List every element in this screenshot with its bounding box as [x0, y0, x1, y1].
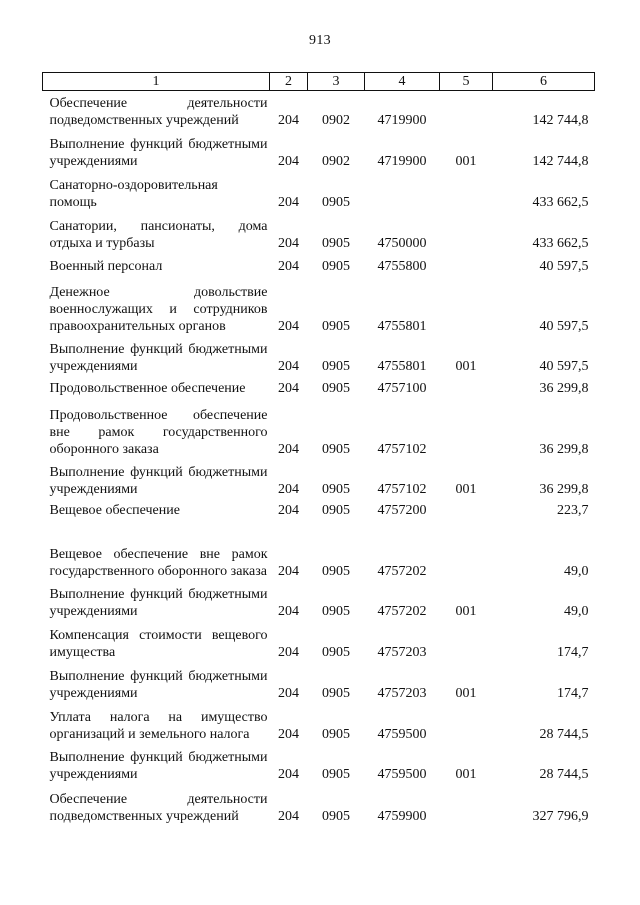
table-row — [43, 519, 595, 580]
table-header — [43, 73, 595, 91]
row-amount: 28 744,5 — [539, 726, 589, 742]
row-code-section: 0905 — [322, 258, 350, 274]
row-description: Военный персонал — [49, 258, 163, 274]
row-amount: 28 744,5 — [539, 766, 589, 782]
row-code-type — [440, 211, 493, 252]
row-code-type: 001 — [455, 766, 477, 782]
table-body — [43, 91, 595, 825]
row-description: Выполнение функций бюджетными учреждениями — [49, 668, 268, 701]
row-code-target: 4759900 — [377, 808, 427, 824]
table-row — [43, 783, 595, 825]
row-code-ministry: 204 — [278, 766, 299, 782]
header-col-3: 3 — [308, 73, 365, 91]
table-row — [43, 397, 595, 458]
row-code-target: 4757203 — [377, 644, 427, 660]
row-code-type — [440, 375, 493, 397]
row-amount: 36 299,8 — [539, 380, 589, 396]
row-description: Выполнение функций бюджетными учреждениями — [49, 136, 268, 169]
header-col-1: 1 — [43, 73, 270, 91]
row-code-ministry: 204 — [278, 358, 299, 374]
row-description: Продовольственное обеспечение — [49, 380, 246, 396]
row-code-ministry: 204 — [278, 685, 299, 701]
header-row — [43, 73, 595, 91]
row-code-type: 001 — [455, 685, 477, 701]
row-amount: 49,0 — [564, 603, 589, 619]
row-amount: 433 662,5 — [532, 235, 589, 251]
row-description: Обеспечение деятельности подведомственных учреждений — [49, 791, 268, 824]
table-row — [43, 129, 595, 170]
table-row — [43, 252, 595, 275]
row-description: Выполнение функций бюджетными учреждениями — [49, 586, 268, 619]
page-number: 913 — [309, 33, 331, 48]
row-amount: 327 796,9 — [532, 808, 589, 824]
row-description: Санаторно-оздоровительная помощь — [49, 177, 218, 210]
table-row — [43, 458, 595, 498]
row-amount: 40 597,5 — [539, 318, 589, 334]
row-code-section: 0905 — [322, 194, 350, 210]
table-row — [43, 335, 595, 375]
header-col-2: 2 — [270, 73, 308, 91]
table-row — [43, 375, 595, 397]
row-code-type — [440, 519, 493, 580]
row-code-section: 0905 — [322, 481, 350, 497]
row-code-target: 4757202 — [377, 603, 427, 619]
row-code-type — [440, 170, 493, 211]
row-code-type: 001 — [455, 481, 477, 497]
row-code-type — [440, 275, 493, 335]
row-code-ministry: 204 — [278, 441, 299, 457]
row-code-type: 001 — [455, 358, 477, 374]
row-amount: 174,7 — [557, 685, 589, 701]
row-amount: 40 597,5 — [539, 258, 589, 274]
row-amount: 36 299,8 — [539, 481, 589, 497]
row-code-ministry: 204 — [278, 563, 299, 579]
table-row — [43, 743, 595, 783]
row-code-ministry: 204 — [278, 235, 299, 251]
row-code-type — [440, 91, 493, 129]
row-code-ministry: 204 — [278, 644, 299, 660]
row-code-ministry: 204 — [278, 502, 299, 518]
row-code-type — [440, 620, 493, 661]
row-code-ministry: 204 — [278, 112, 299, 128]
row-code-section: 0905 — [322, 685, 350, 701]
row-code-target: 4755800 — [377, 258, 427, 274]
row-amount: 142 744,8 — [532, 112, 589, 128]
row-description: Выполнение функций бюджетными учреждениями — [49, 464, 268, 497]
row-code-target: 4757200 — [377, 502, 427, 518]
row-code-type — [440, 498, 493, 519]
row-code-section: 0902 — [322, 153, 350, 169]
row-code-ministry: 204 — [278, 318, 299, 334]
row-description: Уплата налога на имущество организаций и земельного налога — [49, 709, 268, 742]
row-amount: 36 299,8 — [539, 441, 589, 457]
row-code-section: 0905 — [322, 380, 350, 396]
row-amount: 142 744,8 — [532, 153, 589, 169]
row-description: Выполнение функций бюджетными учреждениями — [49, 341, 268, 374]
header-col-4: 4 — [365, 73, 440, 91]
row-description: Продовольственное обеспечение вне рамок государственного оборонного заказа — [49, 407, 268, 457]
row-description: Выполнение функций бюджетными учреждениями — [49, 749, 268, 782]
row-code-section: 0905 — [322, 235, 350, 251]
row-code-target: 4759500 — [377, 726, 427, 742]
row-description: Вещевое обеспечение вне рамок государственного оборонного заказа — [49, 546, 268, 579]
row-code-type — [440, 252, 493, 275]
row-code-section: 0905 — [322, 603, 350, 619]
row-code-target: 4757203 — [377, 685, 427, 701]
row-code-target: 4755801 — [377, 318, 427, 334]
row-code-section: 0905 — [322, 502, 350, 518]
row-code-ministry: 204 — [278, 481, 299, 497]
row-description: Санатории, пансионаты, дома отдыха и турбазы — [49, 218, 268, 251]
row-code-ministry: 204 — [278, 194, 299, 210]
row-description: Компенсация стоимости вещевого имущества — [49, 627, 268, 660]
row-code-section: 0905 — [322, 766, 350, 782]
row-code-type: 001 — [455, 153, 477, 169]
row-code-type: 001 — [455, 603, 477, 619]
row-description: Обеспечение деятельности подведомственных учреждений — [49, 95, 268, 128]
row-code-section: 0905 — [322, 563, 350, 579]
row-code-ministry: 204 — [278, 808, 299, 824]
row-code-ministry: 204 — [278, 153, 299, 169]
row-code-target: 4757102 — [377, 441, 427, 457]
row-code-ministry: 204 — [278, 726, 299, 742]
row-code-section: 0905 — [322, 318, 350, 334]
row-code-target: 4757102 — [377, 481, 427, 497]
row-code-type — [440, 397, 493, 458]
header-col-6: 6 — [493, 73, 595, 91]
row-amount: 49,0 — [564, 563, 589, 579]
table-row — [43, 620, 595, 661]
row-code-ministry: 204 — [278, 258, 299, 274]
row-code-section: 0905 — [322, 358, 350, 374]
row-code-target: 4759500 — [377, 766, 427, 782]
table-row — [43, 170, 595, 211]
row-description: Вещевое обеспечение — [49, 502, 180, 518]
row-code-target: 4750000 — [377, 235, 427, 251]
header-col-5: 5 — [440, 73, 493, 91]
row-code-section: 0905 — [322, 644, 350, 660]
row-amount: 433 662,5 — [532, 194, 589, 210]
row-code-ministry: 204 — [278, 603, 299, 619]
row-code-target — [365, 170, 440, 211]
row-description: Денежное довольствие военнослужащих и сотрудников правоохранительных органов — [49, 284, 268, 334]
row-code-type — [440, 783, 493, 825]
row-code-target: 4757100 — [377, 380, 427, 396]
row-amount: 40 597,5 — [539, 358, 589, 374]
row-code-target: 4757202 — [377, 563, 427, 579]
row-code-target: 4719900 — [377, 112, 427, 128]
table-row — [43, 498, 595, 519]
row-code-section: 0905 — [322, 726, 350, 742]
row-code-section: 0902 — [322, 112, 350, 128]
row-amount: 223,7 — [557, 502, 589, 518]
table-row — [43, 275, 595, 335]
row-code-target: 4755801 — [377, 358, 427, 374]
table-row — [43, 211, 595, 252]
table-row — [43, 661, 595, 702]
row-code-section: 0905 — [322, 808, 350, 824]
budget-table — [42, 72, 595, 825]
table-row — [43, 580, 595, 620]
row-code-section: 0905 — [322, 441, 350, 457]
row-amount: 174,7 — [557, 644, 589, 660]
row-code-target: 4719900 — [377, 153, 427, 169]
row-code-ministry: 204 — [278, 380, 299, 396]
table-row — [43, 91, 595, 129]
table-row — [43, 702, 595, 743]
row-code-type — [440, 702, 493, 743]
